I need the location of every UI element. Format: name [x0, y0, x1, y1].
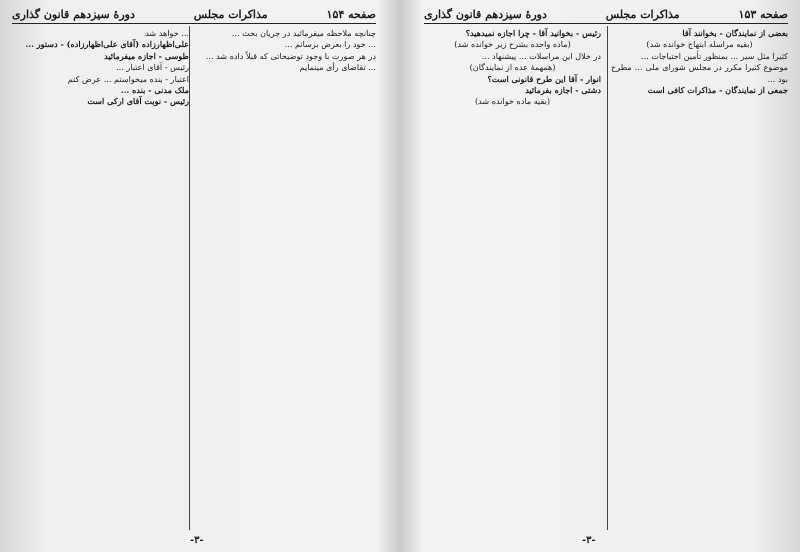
paragraph: در خلال این مراسلات ... پیشنهاد ...: [481, 50, 601, 61]
page-footer: -۳-: [582, 535, 596, 546]
speaker-line: علی‌اظهارزاده (آقای علی‌اظهارزاده) - دستور ...: [25, 39, 189, 50]
column-divider: [189, 26, 190, 530]
header-title: مذاکرات مجلس: [193, 8, 268, 21]
stage-direction: (بقیه مراسله ابتهاج خوانده شد): [646, 39, 753, 50]
speaker-line: دشتی - اجازه بفرمائید: [525, 85, 601, 96]
page-header: [424, 8, 788, 24]
paragraph: ... خواهد شد: [145, 28, 189, 38]
speaker-line: جمعی از نمایندگان - مذاکرات کافی است: [647, 85, 788, 96]
page-header: [12, 8, 376, 24]
speaker-line: بعضی از نمایندگان - بخوانند آقا: [682, 28, 788, 38]
column-divider: [607, 26, 608, 530]
header-term: دورهٔ سیزدهم قانون گذاری: [424, 8, 547, 21]
left-page: [0, 0, 398, 552]
column-right: [611, 28, 788, 528]
speaker-line: ملک مدنی - بنده ...: [120, 85, 189, 96]
paragraph: رئیس - آقای اعتبار ...: [116, 62, 189, 73]
column-left: [424, 28, 601, 528]
text-columns: [12, 28, 376, 528]
speaker-line: طوسی - اجازه میفرمائید: [104, 50, 189, 61]
speaker-line: انوار - آقا این طرح قانونی است؟: [487, 73, 601, 84]
header-title: مذاکرات مجلس: [605, 8, 680, 21]
page-number: صفحه ۱۵۴: [326, 8, 376, 21]
speaker-line: رئیس - بخوانید آقا - چرا اجازه نمیدهید؟: [465, 28, 601, 38]
paragraph: اعتبار - بنده میخواستم ... عرض کنم: [67, 73, 189, 84]
paragraph: ... خود را بعرض برسانم ...: [284, 39, 376, 50]
header-term: دورهٔ سیزدهم قانون گذاری: [12, 8, 135, 21]
paragraph: موضوع کثیرا مکرر در مجلس شورای ملی ... مطرح بود ...: [611, 62, 788, 84]
paragraph: ... تقاضای رأی مینمایم: [299, 62, 376, 73]
stage-direction: (همهمهٔ عده از نمایندگان): [469, 62, 556, 73]
paragraph: چنانچه ملاحظه میفرمائید در جریان بحث ...: [231, 28, 376, 38]
column-right: [199, 28, 376, 528]
paragraph: در هر صورت با وجود توضیحاتی که قبلاً داده شد ...: [205, 50, 376, 61]
column-left: [12, 28, 189, 528]
speaker-line: رئیس - نوبت آقای ارکی است: [87, 96, 189, 107]
text-columns: [424, 28, 788, 528]
right-page: [402, 0, 800, 552]
page-footer: -۳-: [190, 535, 204, 546]
stage-direction: (بقیه ماده خوانده شد): [474, 96, 550, 107]
paragraph: کثیرا مثل سیر ... بمنظور تأمین احتیاجات ...: [641, 50, 788, 61]
page-number: صفحه ۱۵۳: [738, 8, 788, 21]
stage-direction: (ماده واحده بشرح زیر خوانده شد): [454, 39, 571, 50]
